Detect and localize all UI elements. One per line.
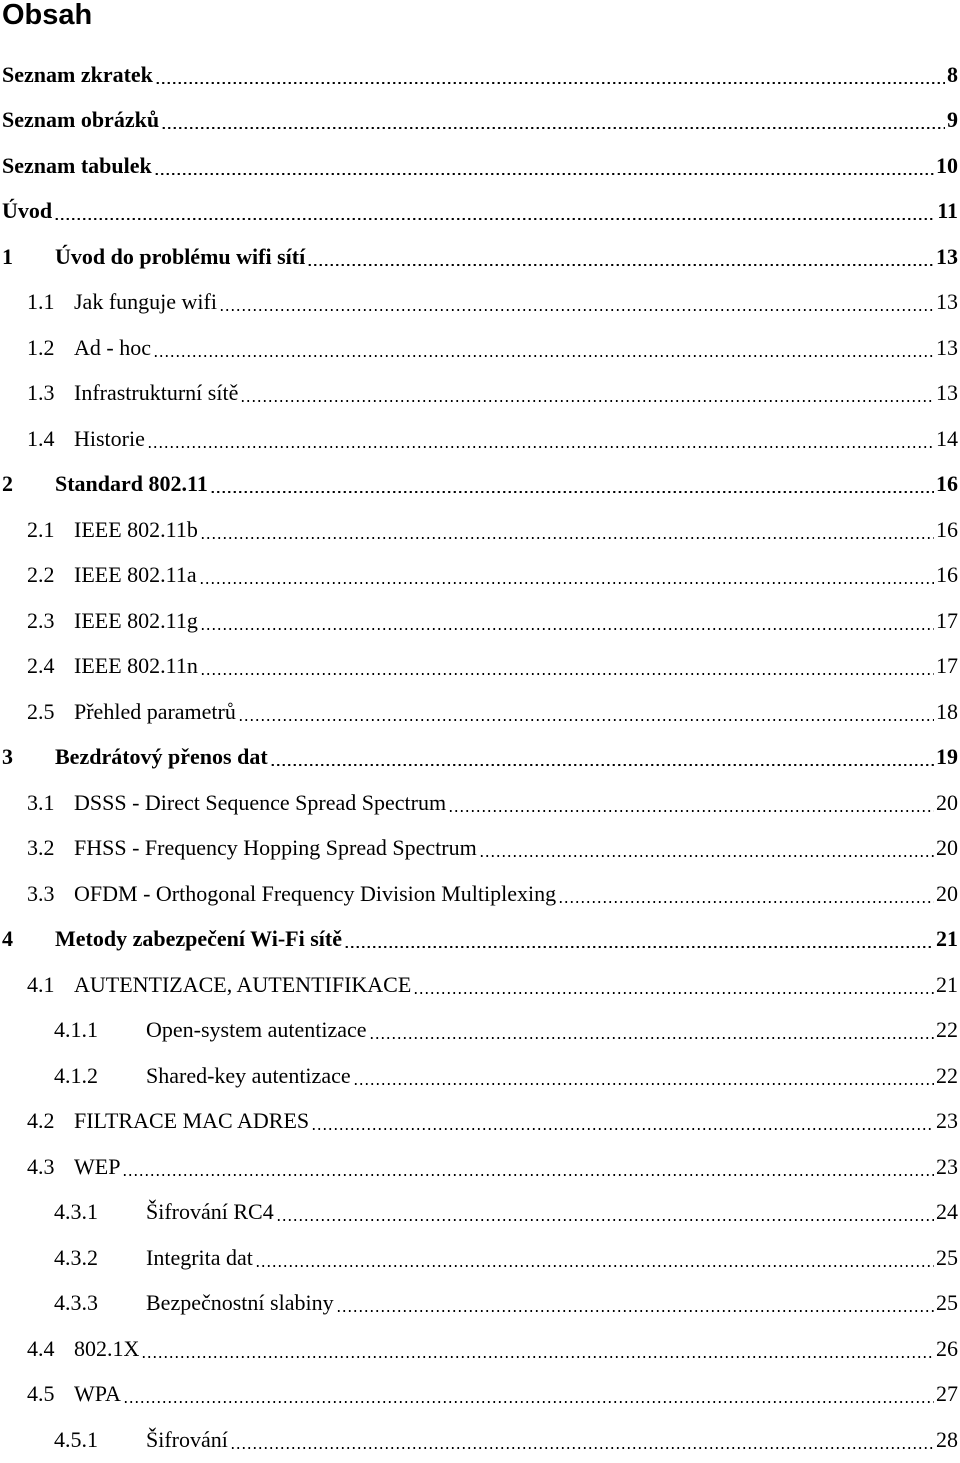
dot-leader [255, 1265, 934, 1267]
toc-entry-label: Bezpečnostní slabiny [146, 1290, 334, 1316]
toc-entry-label: Standard 802.11 [55, 471, 208, 497]
toc-entry-number: 3.2 [27, 835, 55, 861]
toc-entry-label: Úvod do problému wifi sítí [55, 243, 306, 269]
toc-entry-number: 4.1.1 [54, 1017, 98, 1043]
toc-entry-number: 2.3 [27, 607, 55, 633]
toc-entry-page-number: 21 [936, 971, 958, 997]
toc-entry-page-number: 23 [936, 1108, 958, 1134]
dot-leader [230, 1447, 934, 1449]
toc-entry[interactable] [0, 1008, 960, 1054]
toc-entry-label: FHSS - Frequency Hopping Spread Spectrum [74, 835, 477, 861]
toc-entry-page-number: 16 [936, 562, 958, 588]
toc-entry[interactable] [0, 644, 960, 690]
toc-entry-label: IEEE 802.11b [74, 516, 198, 542]
toc-entry-number: 4.1.2 [54, 1062, 98, 1088]
dot-leader [369, 1037, 934, 1039]
toc-entry[interactable] [0, 325, 960, 371]
toc-entry-number: 2.2 [27, 562, 55, 588]
toc-entry-label: IEEE 802.11g [74, 607, 198, 633]
toc-entry[interactable] [0, 98, 960, 144]
toc-entry-page-number: 25 [936, 1290, 958, 1316]
toc-entry-label: Přehled parametrů [74, 698, 236, 724]
dot-leader [240, 400, 934, 402]
toc-entry-page-number: 22 [936, 1062, 958, 1088]
dot-leader [219, 309, 934, 311]
toc-entry-page-number: 14 [936, 425, 958, 451]
dot-leader [155, 82, 945, 84]
toc-entry-number: 2.1 [27, 516, 55, 542]
toc-entry-label: Open-system autentizace [146, 1017, 367, 1043]
toc-entry[interactable] [0, 234, 960, 280]
toc-entry[interactable] [0, 1372, 960, 1418]
toc-entry[interactable] [0, 871, 960, 917]
toc-entry-number: 4.3.3 [54, 1290, 98, 1316]
dot-leader [122, 1174, 934, 1176]
toc-entry[interactable] [0, 52, 960, 98]
toc-entry-page-number: 13 [936, 243, 958, 269]
toc-entry[interactable] [0, 189, 960, 235]
toc-entry-label: Metody zabezpečení Wi-Fi sítě [55, 926, 342, 952]
toc-entry[interactable] [0, 962, 960, 1008]
dot-leader [344, 946, 934, 948]
dot-leader [311, 1128, 934, 1130]
toc-entry[interactable] [0, 826, 960, 872]
dot-leader [199, 582, 934, 584]
toc-entry[interactable] [0, 462, 960, 508]
toc-entry-number: 4.3.2 [54, 1244, 98, 1270]
toc-entry-label: DSSS - Direct Sequence Spread Spectrum [74, 789, 447, 815]
toc-entry-label: AUTENTIZACE, AUTENTIFIKACE [74, 971, 412, 997]
toc-entry-page-number: 23 [936, 1153, 958, 1179]
toc-entry-page-number: 13 [936, 380, 958, 406]
dot-leader [238, 719, 934, 721]
toc-entry-label: Historie [74, 425, 145, 451]
dot-leader [200, 673, 934, 675]
dot-leader [336, 1310, 934, 1312]
toc-entry[interactable] [0, 917, 960, 963]
toc-entry-label: Úvod [2, 198, 53, 224]
toc-entry-label: OFDM - Orthogonal Frequency Division Multiplexing [74, 880, 557, 906]
toc-entry-label: Bezdrátový přenos dat [55, 744, 268, 770]
toc-entry-number: 3.3 [27, 880, 55, 906]
toc-entry-number: 4 [2, 926, 13, 952]
toc-entry-label: Šifrování [146, 1426, 228, 1452]
toc-entry-label: Šifrování RC4 [146, 1199, 274, 1225]
toc-entry-page-number: 17 [936, 607, 958, 633]
dot-leader [307, 264, 934, 266]
toc-entry-page-number: 8 [947, 61, 958, 87]
toc-entry-number: 4.5 [27, 1381, 55, 1407]
toc-entry-page-number: 25 [936, 1244, 958, 1270]
toc-entry-page-number: 21 [936, 926, 958, 952]
toc-entry-page-number: 20 [936, 880, 958, 906]
toc-entry[interactable] [0, 1235, 960, 1281]
toc-entry[interactable] [0, 689, 960, 735]
toc-entry-number: 1.2 [27, 334, 55, 360]
toc-entry-page-number: 26 [936, 1335, 958, 1361]
toc-entry-page-number: 13 [936, 289, 958, 315]
toc-entry-number: 2.4 [27, 653, 55, 679]
toc-entry-number: 3 [2, 744, 13, 770]
toc-entry[interactable] [0, 735, 960, 781]
toc-entry[interactable] [0, 416, 960, 462]
dot-leader [161, 127, 945, 129]
toc-entry[interactable] [0, 1326, 960, 1372]
toc-entry[interactable] [0, 143, 960, 189]
toc-entry-page-number: 19 [936, 744, 958, 770]
toc-entry-number: 4.4 [27, 1335, 55, 1361]
toc-entry-number: 4.3 [27, 1153, 55, 1179]
toc-entry-page-number: 17 [936, 653, 958, 679]
dot-leader [276, 1219, 934, 1221]
toc-entry-page-number: 10 [936, 152, 958, 178]
toc-entry-label: Seznam tabulek [2, 152, 152, 178]
toc-entry-number: 3.1 [27, 789, 55, 815]
toc-entry-label: Seznam zkratek [2, 61, 153, 87]
dot-leader [141, 1356, 934, 1358]
dot-leader [147, 446, 934, 448]
toc-entry-page-number: 24 [936, 1199, 958, 1225]
toc-entry-number: 1.4 [27, 425, 55, 451]
dot-leader [200, 628, 934, 630]
toc-entry[interactable] [0, 280, 960, 326]
toc-entry[interactable] [0, 1417, 960, 1463]
toc-entry-number: 4.2 [27, 1108, 55, 1134]
toc-entry-label: Jak funguje wifi [74, 289, 217, 315]
toc-entry-number: 4.3.1 [54, 1199, 98, 1225]
toc-entry[interactable] [0, 1053, 960, 1099]
toc-entry[interactable] [0, 1144, 960, 1190]
dot-leader [558, 901, 934, 903]
toc-entry-number: 4.1 [27, 971, 55, 997]
toc-entry-page-number: 11 [937, 198, 958, 224]
toc-entry-label: Infrastrukturní sítě [74, 380, 239, 406]
toc-entry-number: 1 [2, 243, 13, 269]
dot-leader [200, 537, 934, 539]
toc-entry-page-number: 16 [936, 516, 958, 542]
toc-entry-label: FILTRACE MAC ADRES [74, 1108, 310, 1134]
dot-leader [153, 355, 934, 357]
toc-entry[interactable] [0, 780, 960, 826]
dot-leader [54, 218, 935, 220]
toc-entry-number: 2 [2, 471, 13, 497]
dot-leader [479, 855, 934, 857]
toc-entry-label: Shared-key autentizace [146, 1062, 351, 1088]
toc-entry-page-number: 20 [936, 835, 958, 861]
toc-entry[interactable] [0, 553, 960, 599]
toc-entry-page-number: 27 [936, 1381, 958, 1407]
toc-entry[interactable] [0, 1099, 960, 1145]
dot-leader [123, 1401, 934, 1403]
dot-leader [353, 1083, 934, 1085]
dot-leader [210, 491, 934, 493]
toc-entry-number: 2.5 [27, 698, 55, 724]
toc-entry[interactable] [0, 1190, 960, 1236]
toc-entry[interactable] [0, 598, 960, 644]
dot-leader [270, 764, 934, 766]
toc-entry-page-number: 13 [936, 334, 958, 360]
dot-leader [413, 992, 934, 994]
toc-entry-number: 1.3 [27, 380, 55, 406]
dot-leader [448, 810, 934, 812]
toc-entry-page-number: 16 [936, 471, 958, 497]
toc-entry-label: 802.1X [74, 1335, 140, 1361]
toc-entry-label: IEEE 802.11n [74, 653, 198, 679]
toc-entry[interactable] [0, 1281, 960, 1327]
toc-entry-label: IEEE 802.11a [74, 562, 197, 588]
toc-entry-label: Ad - hoc [74, 334, 151, 360]
toc-entry-page-number: 28 [936, 1426, 958, 1452]
toc-entry-page-number: 9 [947, 107, 958, 133]
toc-entry-label: WPA [74, 1381, 121, 1407]
toc-entry[interactable] [0, 507, 960, 553]
toc-entry-page-number: 18 [936, 698, 958, 724]
toc-entry-page-number: 20 [936, 789, 958, 815]
toc-entry-label: WEP [74, 1153, 121, 1179]
toc-entry-label: Seznam obrázků [2, 107, 160, 133]
toc-entry-number: 1.1 [27, 289, 55, 315]
dot-leader [154, 173, 934, 175]
toc-entry-label: Integrita dat [146, 1244, 253, 1270]
toc-entry[interactable] [0, 371, 960, 417]
page-title: Obsah [2, 0, 93, 31]
toc-entry-page-number: 22 [936, 1017, 958, 1043]
toc-entry-number: 4.5.1 [54, 1426, 98, 1452]
